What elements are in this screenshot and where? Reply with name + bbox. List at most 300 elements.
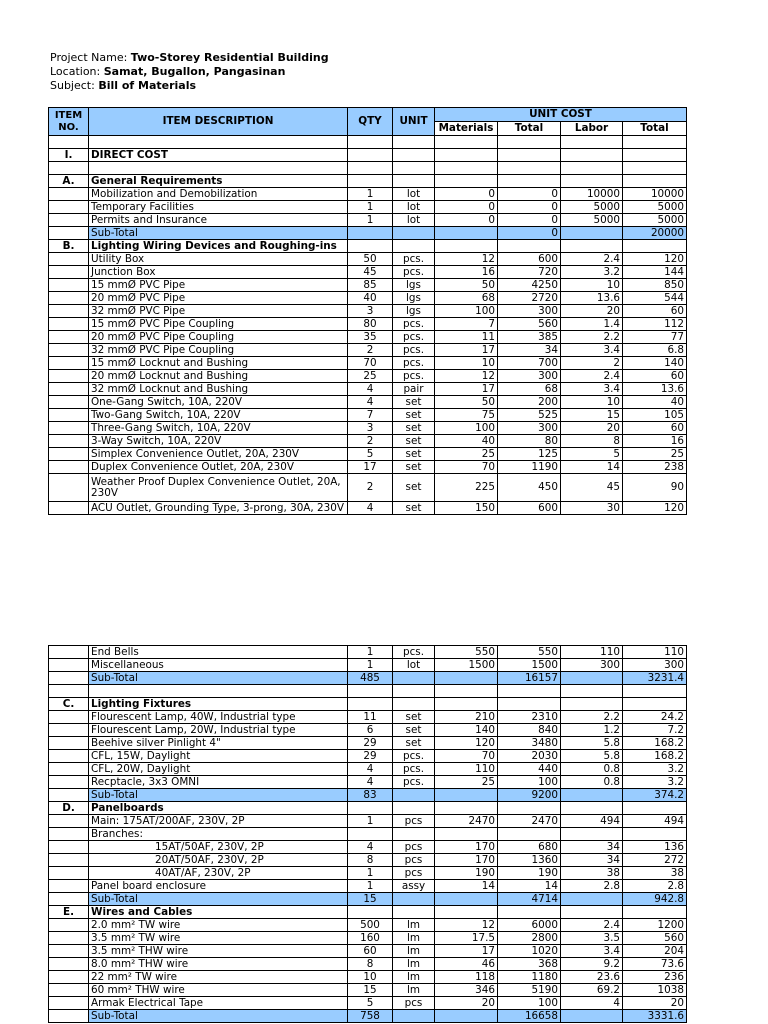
item-qty: 3	[348, 305, 393, 318]
section-title: General Requirements	[89, 175, 348, 188]
table-row	[49, 724, 687, 737]
empty-cell	[49, 646, 89, 659]
item-qty: 1	[348, 214, 393, 227]
subtotal-labor-total: 3231.4	[623, 672, 687, 685]
item-unit: set	[393, 737, 435, 750]
item-labor-total: 105	[623, 409, 687, 422]
empty-cell	[393, 175, 435, 188]
item-materials-cost: 17	[435, 344, 498, 357]
item-labor-cost: 13.6	[561, 292, 623, 305]
item-description: 40AT/AF, 230V, 2P	[89, 867, 348, 880]
item-materials-cost	[435, 828, 498, 841]
empty-cell	[435, 240, 498, 253]
item-description: 22 mm² TW wire	[89, 971, 348, 984]
item-materials-cost: 75	[435, 409, 498, 422]
item-qty: 70	[348, 357, 393, 370]
item-qty: 2	[348, 474, 393, 502]
item-unit: set	[393, 461, 435, 474]
subtotal-label: Sub-Total	[89, 1010, 348, 1023]
item-qty: 2	[348, 344, 393, 357]
item-labor-total: 40	[623, 396, 687, 409]
subject-line	[50, 79, 196, 93]
empty-cell	[498, 240, 561, 253]
item-materials-total: 720	[498, 266, 561, 279]
item-materials-total: 300	[498, 305, 561, 318]
item-labor-cost: 45	[561, 474, 623, 502]
item-labor-total: 272	[623, 854, 687, 867]
item-materials-total: 450	[498, 474, 561, 502]
empty-cell	[49, 919, 89, 932]
subtotal-label: Sub-Total	[89, 227, 348, 240]
item-description: Main: 175AT/200AF, 230V, 2P	[89, 815, 348, 828]
empty-cell	[49, 474, 89, 502]
item-description: Miscellaneous	[89, 659, 348, 672]
project-name-line	[50, 51, 329, 65]
item-labor-total: 144	[623, 266, 687, 279]
item-labor-cost: 10	[561, 396, 623, 409]
item-labor-cost: 2	[561, 357, 623, 370]
item-labor-cost: 15	[561, 409, 623, 422]
table-row	[49, 305, 687, 318]
empty-cell	[49, 724, 89, 737]
item-labor-total: 560	[623, 932, 687, 945]
item-unit: lm	[393, 932, 435, 945]
item-unit: pcs.	[393, 646, 435, 659]
location-label: Location:	[50, 65, 101, 78]
table-header-row	[49, 108, 687, 122]
subtotal-materials-total: 16157	[498, 672, 561, 685]
empty-cell	[623, 136, 687, 149]
item-qty: 1	[348, 201, 393, 214]
item-description: 3.5 mm² THW wire	[89, 945, 348, 958]
item-unit: lgs	[393, 279, 435, 292]
item-labor-total: 73.6	[623, 958, 687, 971]
table-row	[49, 971, 687, 984]
item-description: Temporary Facilities	[89, 201, 348, 214]
item-labor-total: 494	[623, 815, 687, 828]
item-materials-cost: 550	[435, 646, 498, 659]
item-unit: set	[393, 502, 435, 515]
item-description: One-Gang Switch, 10A, 220V	[89, 396, 348, 409]
item-materials-total: 840	[498, 724, 561, 737]
item-labor-total: 1200	[623, 919, 687, 932]
item-materials-total: 700	[498, 357, 561, 370]
item-unit: set	[393, 724, 435, 737]
empty-cell	[49, 253, 89, 266]
item-unit: pcs.	[393, 750, 435, 763]
table-row	[49, 750, 687, 763]
empty-cell	[561, 136, 623, 149]
item-qty: 17	[348, 461, 393, 474]
item-qty: 80	[348, 318, 393, 331]
item-materials-cost: 170	[435, 841, 498, 854]
subject-value: Bill of Materials	[98, 79, 197, 92]
item-materials-cost: 225	[435, 474, 498, 502]
empty-cell	[49, 227, 89, 240]
item-qty: 7	[348, 409, 393, 422]
item-qty: 25	[348, 370, 393, 383]
item-materials-total: 2800	[498, 932, 561, 945]
table-row	[49, 435, 687, 448]
item-labor-total: 5000	[623, 214, 687, 227]
empty-cell	[498, 149, 561, 162]
item-unit: pcs.	[393, 370, 435, 383]
item-description: Flourescent Lamp, 40W, Industrial type	[89, 711, 348, 724]
item-labor-cost: 38	[561, 867, 623, 880]
table-row	[49, 370, 687, 383]
item-materials-total: 2470	[498, 815, 561, 828]
empty-cell	[49, 685, 89, 698]
item-qty: 29	[348, 737, 393, 750]
item-labor-cost: 0.8	[561, 763, 623, 776]
item-unit: lot	[393, 659, 435, 672]
empty-cell	[49, 162, 89, 175]
empty-cell	[393, 698, 435, 711]
item-qty: 4	[348, 396, 393, 409]
item-materials-total: 2310	[498, 711, 561, 724]
item-description: Flourescent Lamp, 20W, Industrial type	[89, 724, 348, 737]
item-qty: 1	[348, 646, 393, 659]
item-materials-total: 68	[498, 383, 561, 396]
item-materials-cost: 110	[435, 763, 498, 776]
table-row	[49, 357, 687, 370]
item-unit: set	[393, 474, 435, 502]
item-materials-cost: 50	[435, 279, 498, 292]
item-materials-cost: 120	[435, 737, 498, 750]
empty-cell	[49, 815, 89, 828]
item-unit: lm	[393, 919, 435, 932]
item-labor-total: 7.2	[623, 724, 687, 737]
table-row	[49, 841, 687, 854]
item-materials-cost: 16	[435, 266, 498, 279]
item-unit: lot	[393, 214, 435, 227]
item-materials-cost: 100	[435, 305, 498, 318]
item-labor-cost: 10000	[561, 188, 623, 201]
item-materials-total: 100	[498, 776, 561, 789]
item-qty: 160	[348, 932, 393, 945]
item-unit: assy	[393, 880, 435, 893]
item-unit: pcs.	[393, 318, 435, 331]
item-materials-cost: 12	[435, 919, 498, 932]
table-row	[49, 279, 687, 292]
item-description: Utility Box	[89, 253, 348, 266]
item-description: Branches:	[89, 828, 348, 841]
item-description: Panel board enclosure	[89, 880, 348, 893]
item-labor-cost: 5.8	[561, 737, 623, 750]
item-unit: set	[393, 422, 435, 435]
empty-cell	[49, 945, 89, 958]
item-description: 15 mmØ Locknut and Bushing	[89, 357, 348, 370]
item-description: Junction Box	[89, 266, 348, 279]
item-materials-total: 1500	[498, 659, 561, 672]
empty-cell	[49, 711, 89, 724]
empty-cell	[49, 136, 89, 149]
empty-cell	[49, 214, 89, 227]
section-title: DIRECT COST	[89, 149, 348, 162]
empty-cell	[393, 685, 435, 698]
item-materials-total: 1360	[498, 854, 561, 867]
empty-cell	[49, 201, 89, 214]
empty-cell	[49, 997, 89, 1010]
table-row	[49, 201, 687, 214]
item-materials-cost: 50	[435, 396, 498, 409]
empty-cell	[49, 188, 89, 201]
item-labor-cost: 2.4	[561, 370, 623, 383]
item-materials-total: 200	[498, 396, 561, 409]
item-qty: 10	[348, 971, 393, 984]
subtotal-qty: 485	[348, 672, 393, 685]
item-materials-cost: 14	[435, 880, 498, 893]
subtotal-row	[49, 227, 687, 240]
empty-cell	[348, 175, 393, 188]
item-labor-cost: 300	[561, 659, 623, 672]
empty-cell	[561, 789, 623, 802]
empty-cell	[49, 292, 89, 305]
empty-cell	[49, 357, 89, 370]
table-row	[49, 396, 687, 409]
item-labor-total: 850	[623, 279, 687, 292]
empty-cell	[498, 162, 561, 175]
empty-cell	[561, 698, 623, 711]
item-materials-cost: 7	[435, 318, 498, 331]
empty-cell	[393, 162, 435, 175]
empty-cell	[348, 149, 393, 162]
empty-cell	[435, 685, 498, 698]
item-description: CFL, 15W, Daylight	[89, 750, 348, 763]
item-materials-total: 1180	[498, 971, 561, 984]
empty-cell	[49, 279, 89, 292]
item-labor-total: 204	[623, 945, 687, 958]
empty-cell	[49, 789, 89, 802]
item-materials-cost: 170	[435, 854, 498, 867]
table-row	[49, 945, 687, 958]
item-labor-total: 140	[623, 357, 687, 370]
item-description: 32 mmØ Locknut and Bushing	[89, 383, 348, 396]
item-materials-cost: 17	[435, 945, 498, 958]
empty-cell	[49, 672, 89, 685]
item-unit: set	[393, 448, 435, 461]
item-qty: 4	[348, 502, 393, 515]
item-description: 20 mmØ Locknut and Bushing	[89, 370, 348, 383]
item-unit: pcs.	[393, 344, 435, 357]
item-labor-total: 90	[623, 474, 687, 502]
empty-cell	[435, 162, 498, 175]
subtotal-row	[49, 893, 687, 906]
empty-cell	[49, 331, 89, 344]
item-labor-total: 136	[623, 841, 687, 854]
item-qty: 50	[348, 253, 393, 266]
empty-cell	[623, 685, 687, 698]
empty-cell	[49, 893, 89, 906]
item-materials-cost: 0	[435, 214, 498, 227]
item-unit: set	[393, 409, 435, 422]
col-header-materials: Materials	[435, 122, 498, 136]
section-title: Lighting Fixtures	[89, 698, 348, 711]
item-materials-cost: 70	[435, 750, 498, 763]
item-no: E.	[49, 906, 89, 919]
empty-cell	[435, 175, 498, 188]
location-value: Samat, Bugallon, Pangasinan	[103, 65, 286, 78]
empty-cell	[561, 240, 623, 253]
empty-cell	[49, 305, 89, 318]
empty-cell	[49, 448, 89, 461]
item-unit: set	[393, 396, 435, 409]
item-materials-total: 3480	[498, 737, 561, 750]
item-unit: pcs.	[393, 776, 435, 789]
item-labor-total: 20	[623, 997, 687, 1010]
item-qty: 2	[348, 435, 393, 448]
item-qty: 60	[348, 945, 393, 958]
item-materials-cost: 2470	[435, 815, 498, 828]
item-labor-cost: 5000	[561, 214, 623, 227]
item-labor-cost: 0.8	[561, 776, 623, 789]
table-row	[49, 711, 687, 724]
item-materials-total: 1020	[498, 945, 561, 958]
item-materials-cost: 1500	[435, 659, 498, 672]
item-no: D.	[49, 802, 89, 815]
item-materials-cost: 150	[435, 502, 498, 515]
item-unit: pcs.	[393, 331, 435, 344]
empty-cell	[435, 672, 498, 685]
empty-cell	[435, 906, 498, 919]
item-description: 20 mmØ PVC Pipe	[89, 292, 348, 305]
col-header-labor: Labor	[561, 122, 623, 136]
item-unit	[393, 828, 435, 841]
empty-cell	[49, 435, 89, 448]
item-labor-cost: 5000	[561, 201, 623, 214]
item-qty: 1	[348, 815, 393, 828]
item-labor-cost: 5.8	[561, 750, 623, 763]
item-labor-cost: 1.4	[561, 318, 623, 331]
item-materials-cost: 11	[435, 331, 498, 344]
item-labor-cost: 1.2	[561, 724, 623, 737]
empty-cell	[393, 240, 435, 253]
item-materials-total	[498, 828, 561, 841]
subtotal-row	[49, 672, 687, 685]
item-materials-cost: 17.5	[435, 932, 498, 945]
item-labor-cost: 20	[561, 305, 623, 318]
empty-cell	[498, 698, 561, 711]
item-materials-total: 2030	[498, 750, 561, 763]
empty-cell	[561, 906, 623, 919]
table-row	[49, 815, 687, 828]
item-qty: 4	[348, 763, 393, 776]
table-row	[49, 331, 687, 344]
empty-cell	[49, 422, 89, 435]
item-materials-cost: 46	[435, 958, 498, 971]
item-labor-total	[623, 828, 687, 841]
empty-cell	[393, 906, 435, 919]
empty-cell	[49, 828, 89, 841]
empty-cell	[49, 461, 89, 474]
item-qty: 15	[348, 984, 393, 997]
empty-cell	[49, 502, 89, 515]
item-unit: pcs.	[393, 253, 435, 266]
table-row	[49, 266, 687, 279]
item-materials-total: 4250	[498, 279, 561, 292]
empty-cell	[348, 906, 393, 919]
empty-cell	[561, 893, 623, 906]
subject-label: Subject:	[50, 79, 95, 92]
item-materials-total: 0	[498, 214, 561, 227]
item-materials-cost: 10	[435, 357, 498, 370]
item-unit: pcs	[393, 854, 435, 867]
item-materials-total: 680	[498, 841, 561, 854]
subtotal-row	[49, 1010, 687, 1023]
item-labor-cost: 2.4	[561, 253, 623, 266]
empty-cell	[393, 789, 435, 802]
item-materials-total: 34	[498, 344, 561, 357]
item-materials-cost: 12	[435, 253, 498, 266]
empty-cell	[623, 698, 687, 711]
empty-cell	[498, 906, 561, 919]
location-line	[50, 65, 285, 79]
col-header-description: ITEM DESCRIPTION	[89, 108, 348, 136]
item-materials-total: 6000	[498, 919, 561, 932]
empty-cell	[435, 789, 498, 802]
item-description: Duplex Convenience Outlet, 20A, 230V	[89, 461, 348, 474]
item-materials-total: 0	[498, 188, 561, 201]
item-labor-total: 3.2	[623, 763, 687, 776]
item-labor-cost: 30	[561, 502, 623, 515]
item-description: 3-Way Switch, 10A, 220V	[89, 435, 348, 448]
empty-cell	[623, 802, 687, 815]
item-labor-total: 2.8	[623, 880, 687, 893]
item-labor-total: 236	[623, 971, 687, 984]
table-row	[49, 763, 687, 776]
item-qty: 500	[348, 919, 393, 932]
item-no: I.	[49, 149, 89, 162]
subtotal-materials-total: 0	[498, 227, 561, 240]
item-qty: 4	[348, 776, 393, 789]
empty-cell	[393, 1010, 435, 1023]
item-labor-cost: 34	[561, 841, 623, 854]
item-labor-total: 238	[623, 461, 687, 474]
item-labor-cost: 2.8	[561, 880, 623, 893]
project-name-value: Two-Storey Residential Building	[130, 51, 329, 64]
item-description: 8.0 mm² THW wire	[89, 958, 348, 971]
item-unit: pcs.	[393, 357, 435, 370]
empty-cell	[49, 750, 89, 763]
empty-cell	[623, 240, 687, 253]
empty-cell	[49, 932, 89, 945]
table-row	[49, 448, 687, 461]
table-row	[49, 776, 687, 789]
empty-cell	[435, 698, 498, 711]
item-qty: 1	[348, 880, 393, 893]
item-description: 2.0 mm² TW wire	[89, 919, 348, 932]
item-labor-cost: 3.4	[561, 945, 623, 958]
empty-cell	[435, 893, 498, 906]
item-materials-cost: 118	[435, 971, 498, 984]
item-materials-total: 600	[498, 502, 561, 515]
empty-cell	[435, 227, 498, 240]
section-title: Lighting Wiring Devices and Roughing-ins	[89, 240, 348, 253]
table-row	[49, 383, 687, 396]
item-materials-cost: 40	[435, 435, 498, 448]
item-qty: 1	[348, 867, 393, 880]
table-row	[49, 997, 687, 1010]
item-labor-total: 6.8	[623, 344, 687, 357]
section-row	[49, 149, 687, 162]
item-qty	[348, 828, 393, 841]
item-qty: 29	[348, 750, 393, 763]
subtotal-materials-total: 4714	[498, 893, 561, 906]
item-labor-cost: 3.4	[561, 383, 623, 396]
item-description: 32 mmØ PVC Pipe	[89, 305, 348, 318]
item-materials-total: 300	[498, 370, 561, 383]
item-materials-cost: 140	[435, 724, 498, 737]
